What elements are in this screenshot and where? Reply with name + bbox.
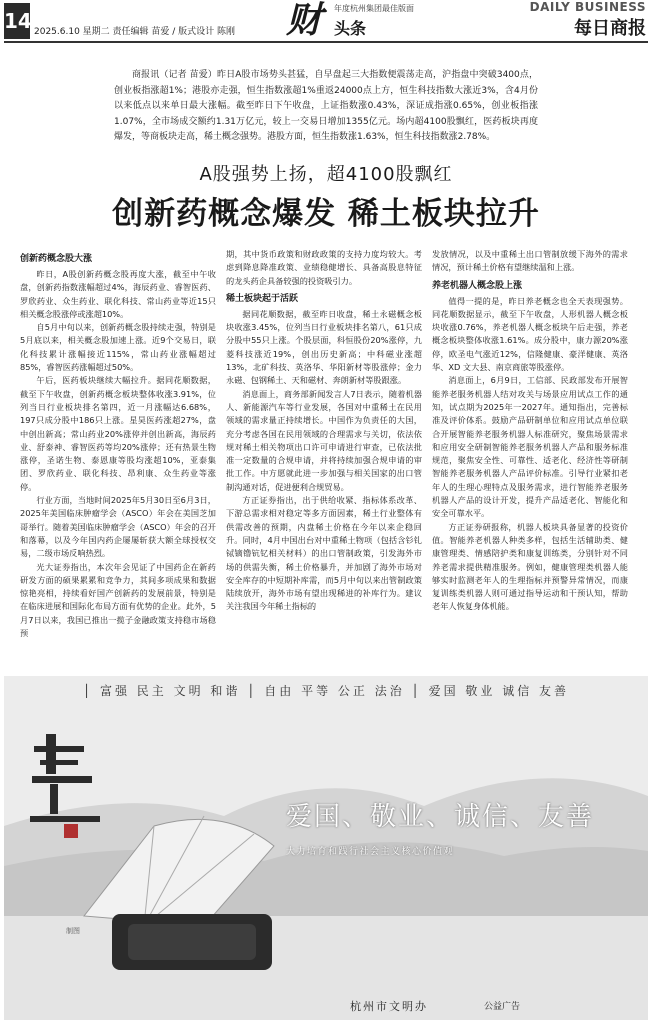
subheading: 创新药概念股大涨 bbox=[20, 254, 93, 264]
section-award: 年度杭州集团最佳版面 bbox=[334, 4, 414, 13]
subheading: 稀土板块起于活跃 bbox=[226, 293, 299, 304]
paragraph: 据同花顺数据，截至昨日收盘，稀土永磁概念板块收涨3.45%，位列当日行业板块排名第八，61只成分股中55只上涨。个股层面，科恒股份20%涨停，九菱科技涨近19%，创出历史新高；中科磁业涨超13%，北矿科技、英洛华、华阳新材等股涨停；金力永磁、包钢稀土、天和磁材、奔朗新材等股跟涨。 bbox=[226, 308, 422, 386]
header-rule bbox=[4, 41, 648, 43]
paragraph: 午后，医药板块继续大幅拉升。据同花顺数据，截至下午收盘，创新药概念板块整体收涨3.91%，位列当日行业板块排名第四，近一月涨幅达6.68%，197只成分股中186只上涨。星昊医药涨超27%，盘中创出新高；常山药业20%涨停并创出新高，海辰药业、舒泰神、睿智医药等均20%涨停；还有热景生物涨停，圣诺生物、泰恩康等股均涨超10%，亚泰集团、罗欣药业、联化科技、昂利康、众生药业等涨停。 bbox=[20, 375, 216, 492]
paragraph: 行业方面，当地时间2025年5月30日至6月3日，2025年美国临床肿瘤学会（ASCO）年会在美国芝加哥举行。随着美国临床肿瘤学会（ASCO）年会的召开和落幕，以及今年国内药企屡屡斩获大额全球授权交易，二级市场反响热烈。 bbox=[20, 495, 216, 559]
main-headline: 创新药概念爆发 稀土板块拉升 bbox=[112, 196, 540, 232]
ad-credit: 制图 bbox=[66, 927, 80, 935]
date-line: 2025.6.10 星期二 责任编辑 苗爱 / 版式设计 陈刚 bbox=[34, 27, 236, 37]
public-service-ad bbox=[4, 676, 648, 1020]
paragraph: 发放情况，以及中重稀土出口管制放缓下海外的需求情况，预计稀土价格有望继续温和上涨。 bbox=[432, 249, 628, 273]
paragraph: 昨日，A股创新药概念股再度大涨，截至中午收盘，创新药指数涨幅超过4%，海辰药业、睿智医药、罗欣药业、众生药业、联化科技、常山药业等近15只相关概念股涨停或涨超10%。 bbox=[20, 269, 216, 319]
ad-title: 爱国、敬业、诚信、友善 bbox=[286, 802, 595, 832]
lead-paragraph: 商报讯（记者 苗爱）昨日A股市场势头甚猛，自早盘起三大指数便震荡走高，沪指盘中突破3400点，创业板指涨超1%；港股亦走强，恒生指数涨超1%重返24000点上方，恒生科技指数大涨近3%，含4月份以来低点以来单日最大涨幅。截至昨日下午收盘，上证指数涨0.43%，深证成指涨0.65%，创业板指涨1.07%，全市场成交额约1.31万亿元，较上一交易日增加1355亿元。场内超4100股飘红，医药板块再度爆发，等商板块走高，稀土概念强势。港股方面，恒生指数涨1.63%，恒生科技指数涨2.78%。 bbox=[114, 70, 538, 142]
brand-chinese: 每日商报 bbox=[574, 18, 646, 39]
ad-sponsor: 杭州市文明办 bbox=[350, 1000, 428, 1013]
ad-label: 公益广告 bbox=[484, 1002, 521, 1012]
article-column-1 bbox=[20, 248, 216, 640]
paragraph: 值得一提的是，昨日养老概念也全天表现强势。同花顺数据显示，截至下午收盘，人形机器人概念板块收涨0.76%，养老机器人概念板块午后走强，养老概念板块整体收涨1.61%。成分股中，康力源20%涨停，欧圣电气涨近12%，信隆健康、豪洋健康、英洛华、XD 文大县、南京商旅等股涨停。 bbox=[432, 295, 628, 373]
article-column-3 bbox=[432, 248, 628, 614]
kicker-headline: A股强势上扬，超4100股飘红 bbox=[199, 164, 453, 185]
paragraph: 方正证券研报称，机器人板块具备显著的投资价值。智能养老机器人种类多样，包括生活辅助类、健康管理类、情感陪护类和康复训练类，分别针对不同养老需求提供精准服务。例如，健康管理类机器人能够实时监测老年人的生理指标并预警异常情况，而康复训练类机器人则可通过指导运动和干预认知，帮助老年人恢复身体机能。 bbox=[432, 521, 628, 612]
ad-subtitle: 大力培育和践行社会主义核心价值观 bbox=[286, 847, 455, 857]
page-number: 14 bbox=[4, 3, 30, 39]
subheading: 养老机器人概念股上涨 bbox=[432, 280, 523, 291]
paragraph: 自5月中旬以来，创新药概念股持续走强，特别是5月底以来，相关概念股加速上涨。近9个交易日，联化科技累计涨幅接近115%，常山药业涨幅超过85%，睿智医药涨幅超过50%。 bbox=[20, 322, 216, 373]
paragraph: 期，其中货币政策和财政政策的支持力度均较大。考虑到降息降准政策、业绩稳健增长、具备高股息特征的龙头药企具备较强的投资吸引力。 bbox=[226, 249, 422, 286]
paragraph: 方正证券指出，出于供给收紧、指标体系改革、下游总需求相对稳定等多方面因素，稀土行业整体有供需改善的预期，内盘稀土价格在今年以来企稳回升。同时，4月中国出台对中重稀土物项（包括含钐钆铽镝镥钪钇相关材料）的出口管制政策，引发海外市场的供需失衡，稀土价格暴升，并加剧了海外市场对安全库存的中短期补库需，而5月中旬以来出管制政策陆续放开，海外市场有望出现稀进的补库行为。建议关注我国今年稀土指标的 bbox=[226, 495, 422, 612]
paragraph: 光大证券指出，本次年会见证了中国药企在新药研发方面的硕果累累和竞争力，其间多项成果和数据惊艳亮相，持续看好国产创新药的发展前景，特别是在临床进展和国际化布局方面有优势的企业。此外，5月7日以来，我国已推出一揽子金融政策支持稳市场稳预 bbox=[20, 561, 216, 639]
paragraph: 消息面上，商务部新闻发言人7日表示，随着机器人、新能源汽车等行业发展，各国对中重稀土在民用领域的需求量正持续增长。中国作为负责任的大国，充分考虑各国在民用领域的合理需求与关切，依法依规对稀土相关物项出口许可申请进行审查，已依法批准一定数量的合规申请，并将持续加强合规申请的审批工作。中方愿就此进一步加强与相关国家的出口管制沟通对话，促进便利合规贸易。 bbox=[226, 388, 422, 492]
core-values-slogan: │ 富强 民主 文明 和谐 │ 自由 平等 公正 法治 │ 爱国 敬业 诚信 友善 bbox=[82, 684, 570, 698]
section-name: 头条 bbox=[334, 19, 367, 38]
article-column-2 bbox=[226, 248, 422, 614]
section-glyph: 财 bbox=[286, 0, 323, 41]
masthead bbox=[0, 0, 652, 44]
paragraph: 消息面上，6月9日，工信部、民政部发布开展智能养老服务机器人结对攻关与场景应用试点工作的通知，试点期为2025年一2027年。通知指出，完善标准及评价体系。鼓励产品研制单位和应用试点单位联合开展智能养老服务机器人标准研究，聚焦场景需求和应用安全研制智能养老服务机器人产品和服务标准规范，聚焦安全性、可靠性、适老化、经济性等研制智能养老服务机器人产品评价标准。引导行业紧扣老年人的生理心理特点及服务需求，进行智能养老服务机器人产品的设计开发，提升产品适老化、智能化和安全可靠水平。 bbox=[432, 375, 628, 519]
brand-english: DAILY BUSINESS bbox=[529, 0, 646, 14]
